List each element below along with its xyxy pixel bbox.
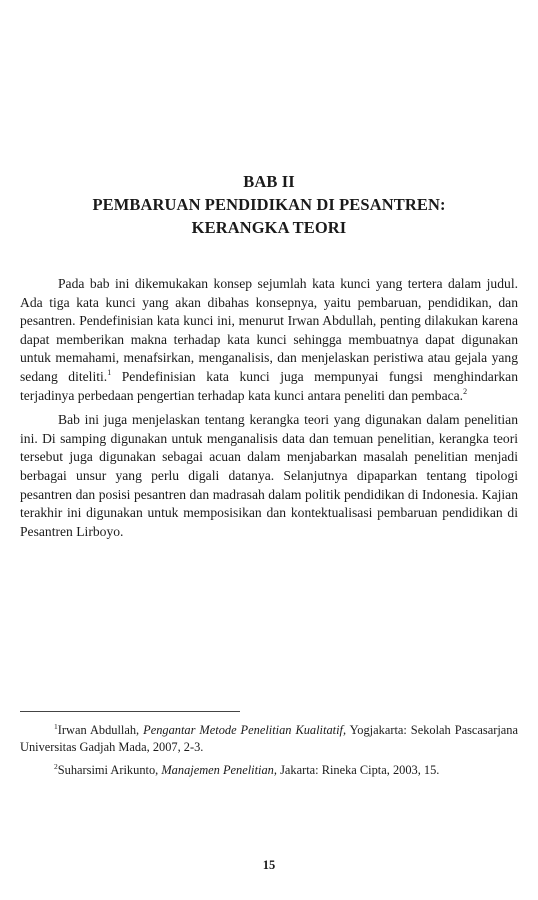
footnote-ref-2[interactable]: 2 xyxy=(463,386,468,396)
footnote-1-rest: Yogjakarta: Sekolah Pascasarjana Universitas Gadjah Mada, 2007, 2-3. xyxy=(20,723,518,754)
paragraph-1-text-b: Pendefinisian kata kunci juga mempunyai fungsi menghindarkan terjadinya perbedaan pengertian terhadap kata kunci antara peneliti dan pembaca. xyxy=(20,368,518,403)
footnote-2-rest: Jakarta: Rineka Cipta, 2003, 15. xyxy=(276,763,440,777)
chapter-number: BAB II xyxy=(243,172,295,191)
body-text xyxy=(20,275,518,547)
chapter-title-line-2: KERANGKA TEORI xyxy=(191,218,347,237)
chapter-title-line-1: PEMBARUAN PENDIDIKAN DI PESANTREN: xyxy=(92,195,446,214)
footnote-1-title: Pengantar Metode Penelitian Kualitatif, xyxy=(143,723,347,737)
footnote-1-author: Irwan Abdullah, xyxy=(57,723,144,737)
footnote-2-author: Suharsimi Arikunto, xyxy=(57,763,162,777)
footnote-1 xyxy=(20,722,518,756)
footnotes xyxy=(20,722,518,785)
paragraph-1-text-a: Pada bab ini dikemukakan konsep sejumlah kata kunci yang tertera dalam judul. Ada tiga kata kunci yang akan dibahas konsepnya, yaitu pembaruan, pendidikan, dan pesantren. Pendefinisian kata kunci ini, menurut Irwan Abdullah, penting dilakukan karena dapat memberikan makna terhadap kata kunci sehingga membuatnya dapat digunakan untuk memahami, menafsirkan, menganalisis, dan menjelaskan peristiwa atau gejala yang sedang diteliti. xyxy=(20,276,518,384)
chapter-heading xyxy=(0,170,538,239)
page-number: 15 xyxy=(262,858,276,872)
paragraph-1 xyxy=(20,275,518,405)
paragraph-2: Bab ini juga menjelaskan tentang kerangka teori yang digunakan dalam penelitian ini. Di samping digunakan untuk menganalisis data dan temuan penelitian, kerangka teori tersebut juga digunakan sebagai acuan dalam menjabarkan masalah penelitian menjadi berbagai unsur yang perlu digali datanya. Selanjutnya dipaparkan tentang tipologi pesantren dan posisi pesantren dan madrasah dalam politik pendidikan di Indonesia. Kajian terakhir ini digunakan untuk memposisikan dan kontektualisasi pembaruan pendidikan di Pesantren Lirboyo. xyxy=(20,412,518,539)
footnote-2 xyxy=(20,762,518,779)
footnote-2-number: 2 xyxy=(54,762,58,771)
footnote-separator xyxy=(20,711,240,712)
footnote-1-number: 1 xyxy=(54,722,58,731)
footnote-2-title: Manajemen Penelitian, xyxy=(161,763,277,777)
footnote-ref-1[interactable]: 1 xyxy=(107,367,112,377)
